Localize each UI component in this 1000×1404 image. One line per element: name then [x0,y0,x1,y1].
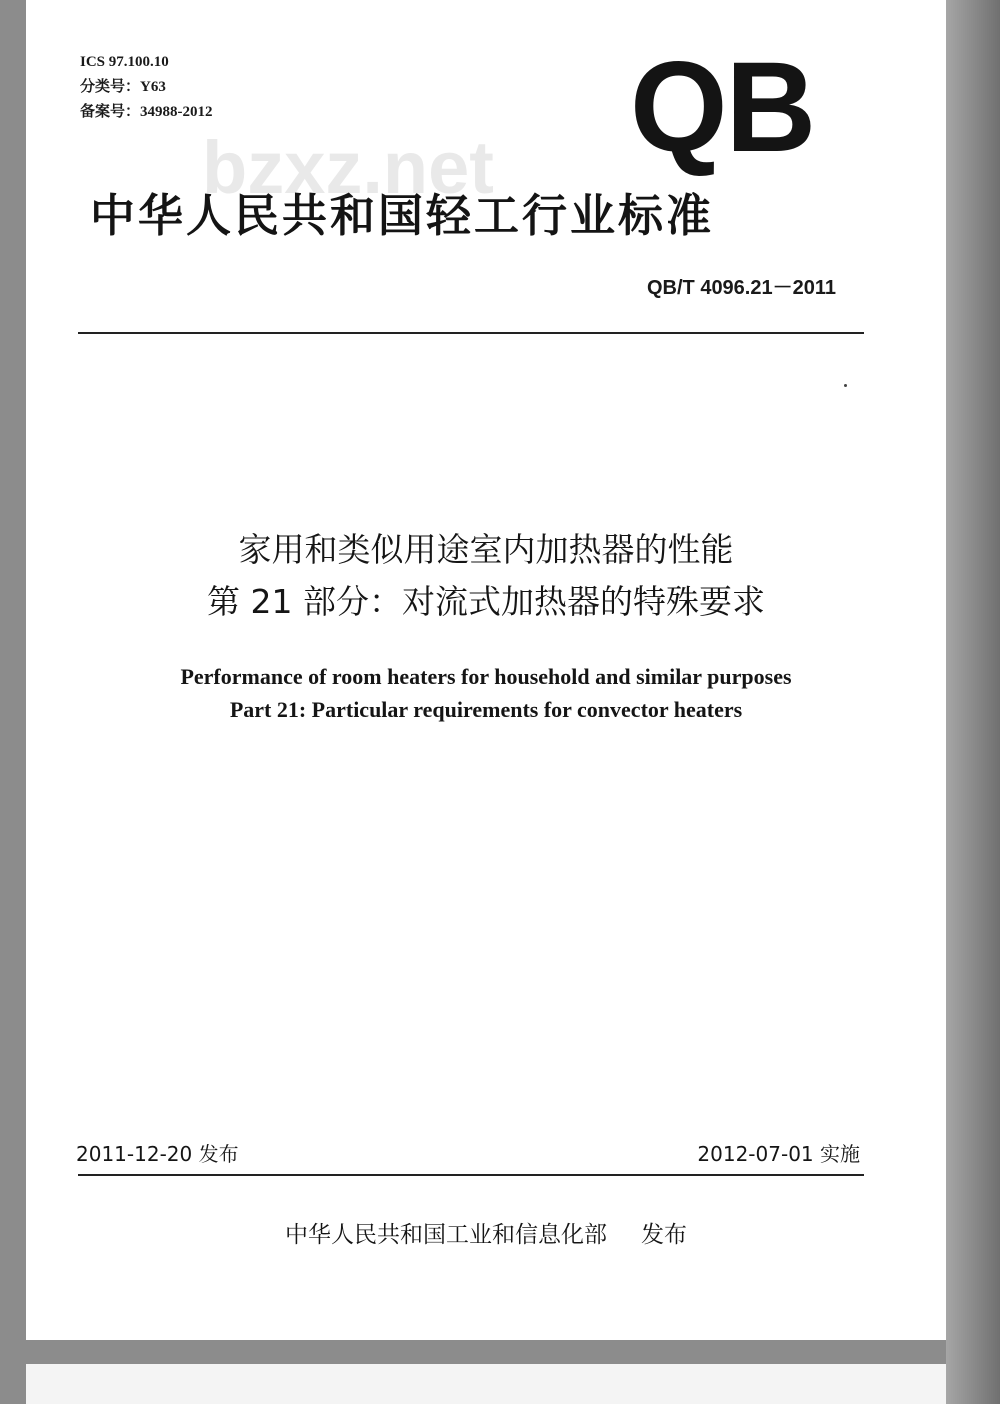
viewer-background-shade [946,0,1000,1404]
next-page-edge [26,1364,946,1404]
filing-number: 备案号：34988-2012 [80,104,213,120]
qb-logo: QB [630,36,815,179]
chinese-title-line2: 第 21 部分：对流式加热器的特殊要求 [207,582,765,621]
implementation-date: 2012-07-01 实施 [697,1142,860,1166]
english-title-line2: Part 21: Particular requirements for convector heaters [229,697,743,722]
top-divider [78,332,864,334]
chinese-title [26,524,946,628]
issuer-action: 发布 [641,1222,687,1248]
chinese-title-line1: 家用和类似用途室内加热器的性能 [238,530,734,569]
bottom-divider [78,1174,864,1176]
ics-code: ICS 97.100.10 [80,54,169,70]
issue-date: 2011-12-20 发布 [76,1142,239,1166]
issuer-name: 中华人民共和国工业和信息化部 [285,1222,607,1248]
english-title [26,660,946,726]
english-title-line1: Performance of room heaters for household and similar purposes [180,664,792,689]
issuing-authority [26,1218,946,1252]
classification-block [80,50,213,125]
scan-speck [844,384,847,387]
watermark: bzxz.net [202,126,494,209]
document-page [26,0,946,1340]
classification-code: 分类号：Y63 [80,79,166,95]
standard-number: QB/T 4096.21－2011 [646,277,836,299]
industry-standard-title: 中华人民共和国轻工行业标准 [90,189,715,242]
